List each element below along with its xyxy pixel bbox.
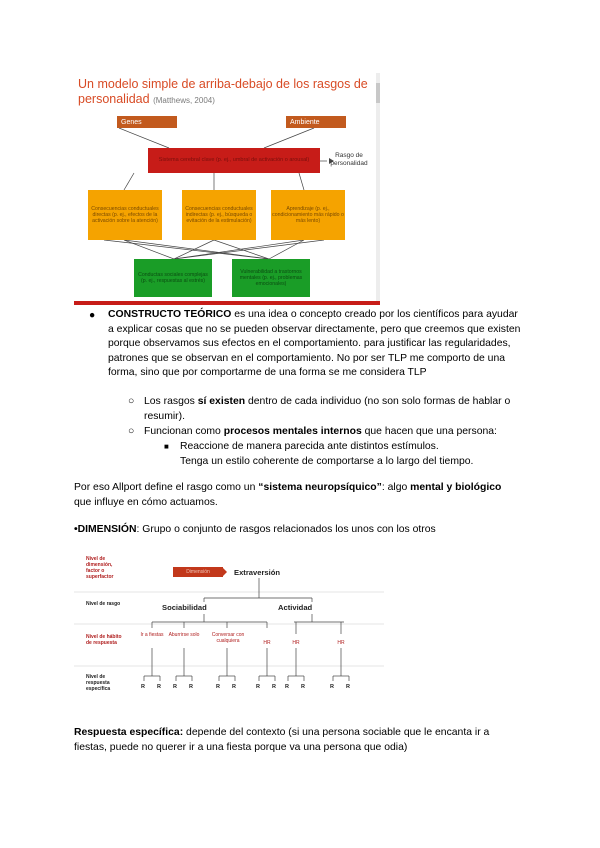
sub1-post: dentro de cada individuo (no son solo formas de hablar o resumir). (144, 396, 511, 422)
response-r: R (346, 684, 350, 690)
mental-vulnerability-box: Vulnerabilidad a trastornos mentales (p. ej., problemas emocionales) (232, 259, 310, 297)
bullet-dot-1: ● (89, 310, 96, 321)
response-r: R (301, 684, 305, 690)
construct-term: CONSTRUCTO TEÓRICO (108, 309, 232, 320)
response-r: R (285, 684, 289, 690)
response-r: R (232, 684, 236, 690)
level-specific-label: Nivel de respuesta específica (86, 674, 111, 692)
habit-hr-3: HR (337, 640, 345, 646)
habit-hr-1: HR (263, 640, 271, 646)
figure-bottom-bar (74, 301, 380, 305)
response-r: R (216, 684, 220, 690)
response-r: R (272, 684, 276, 690)
extraversion-label: Extraversión (234, 568, 281, 577)
habit-aburrirse-solo: Aburrirse solo (168, 632, 200, 638)
sub-sub-bullet-2: Tenga un estilo coherente de comportarse a lo largo del tiempo. (180, 456, 474, 467)
specific-response-term: Respuesta específica: (74, 727, 184, 738)
response-r: R (330, 684, 334, 690)
habit-conversar: Conversar con cualquiera (211, 632, 245, 644)
square-bullet: ■ (164, 442, 169, 451)
trait-model-figure (74, 73, 380, 305)
indirect-consequences-box: Consecuencias conductuales indirectas (p. ej., búsqueda o evitación de la estimulación) (182, 190, 256, 240)
response-r: R (141, 684, 145, 690)
hierarchy-figure (74, 552, 384, 707)
trait-side-label: Rasgo de personalidad (330, 152, 368, 167)
sub2-pre: Funcionan como (144, 426, 224, 437)
dimension-body: : Grupo o conjunto de rasgos relacionados los unos con los otros (136, 524, 436, 535)
allport-post: que influye en cómo actuamos. (74, 496, 218, 508)
sub-bullet-1 (144, 395, 528, 424)
circle-bullet-2: ○ (128, 426, 135, 437)
sub2-bold: procesos mentales internos (223, 426, 362, 437)
allport-pre: Por eso Allport define el rasgo como un (74, 482, 259, 493)
actividad-label: Actividad (278, 603, 313, 612)
response-r: R (189, 684, 193, 690)
direct-consequences-box: Consecuencias conductuales directas (p. ej., efectos de la activación sobre la atención) (88, 190, 162, 240)
habit-ir-a-fiestas: Ir a fiestas (140, 632, 164, 638)
level-habit-label: Nivel de hábito de respuesta (86, 634, 122, 646)
sociabilidad-label: Sociabilidad (162, 603, 207, 612)
construct-paragraph (108, 308, 526, 381)
figure-title-text: Un modelo simple de arriba-debajo de los rasgos de personalidad (78, 77, 368, 106)
circle-bullet-1: ○ (128, 396, 135, 407)
learning-box: Aprendizaje (p. ej., condicionamiento más rápido o más lento) (271, 190, 345, 240)
brain-system-box: Sistema cerebral clave (p. ej., umbral de activación o arousal) (148, 148, 320, 173)
dimension-paragraph (74, 523, 524, 538)
sub2-post: que hacen que una persona: (361, 426, 497, 437)
allport-bold: “sistema neuropsíquico” (258, 482, 382, 493)
level-dimension-label: Nivel de dimensión, factor o superfactor (86, 556, 114, 580)
sub1-pre: Los rasgos (144, 396, 198, 407)
specific-response-body: depende del contexto (si una persona sociable que le encanta ir a fiestas, puede no querer ir a una fiesta porque va una persona que odia) (74, 727, 490, 753)
figure-connectors (74, 73, 380, 305)
sub-sub-bullet-1: Reaccione de manera parecida ante distintos estímulos. (180, 441, 439, 452)
figure-reference: (Matthews, 2004) (153, 96, 215, 105)
allport-mid: : algo (381, 482, 411, 493)
allport-bold-2: mental y biológico (410, 482, 502, 493)
dimension-term: •DIMENSIÓN (74, 524, 137, 535)
sub1-bold: sí existen (197, 396, 246, 407)
social-behaviour-box: Conductas sociales complejas (p. ej., respuestas al estrés) (134, 259, 212, 297)
genes-box: Genes (117, 116, 177, 128)
dimension-badge: Dimensión (173, 567, 223, 577)
specific-response-paragraph (74, 726, 524, 755)
construct-body: es una idea o concepto creado por los científicos para ayudar a explicar cosas que no se pueden observar directamente, pero que creemos que existen porque observamos sus efectos en el comportamiento. para justificar las regularidades, patrones que se observan en el comportamiento. No por ser TLP me comporto de una forma, sino que por comportarme de una forma se me considera TLP (108, 309, 521, 378)
hierarchy-connectors (74, 552, 384, 707)
allport-paragraph (74, 481, 514, 510)
habit-hr-2: HR (292, 640, 300, 646)
response-r: R (173, 684, 177, 690)
level-trait-label: Nivel de rasgo (86, 601, 121, 607)
sub-bullet-2 (144, 425, 534, 440)
ambiente-box: Ambiente (286, 116, 346, 128)
response-r: R (157, 684, 161, 690)
response-r: R (256, 684, 260, 690)
